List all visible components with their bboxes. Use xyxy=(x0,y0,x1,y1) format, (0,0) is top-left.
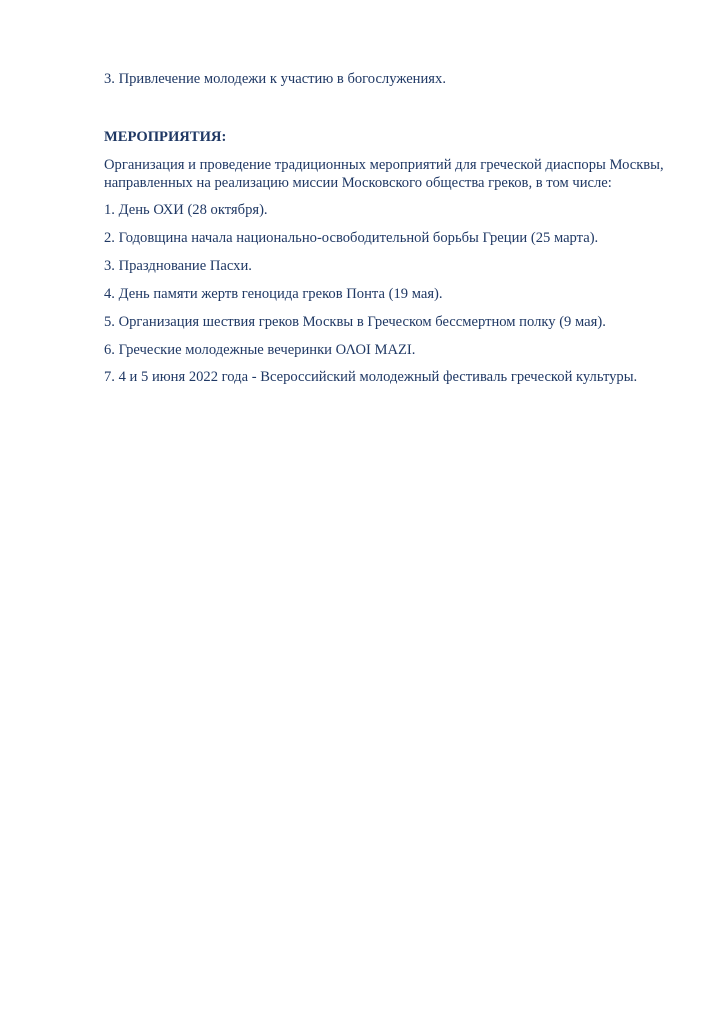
event-item-5: 5. Организация шествия греков Москвы в Греческом бессмертном полку (9 мая). xyxy=(104,314,606,330)
event-item-7: 7. 4 и 5 июня 2022 года - Всероссийский молодежный фестиваль греческой культуры. xyxy=(104,369,638,385)
event-item-4: 4. День памяти жертв геноцида греков Понта (19 мая). xyxy=(104,286,443,302)
intro-list-item: 3. Привлечение молодежи к участию в богослужениях. xyxy=(104,71,446,87)
event-item-3: 3. Празднование Пасхи. xyxy=(104,258,252,274)
events-intro-line-2: направленных на реализацию миссии Московского общества греков, в том числе: xyxy=(104,175,612,191)
event-item-6: 6. Греческие молодежные вечеринки ΟΛΟΙ MAZI. xyxy=(104,342,416,358)
event-item-1: 1. День ОХИ (28 октября). xyxy=(104,202,268,218)
event-item-2: 2. Годовщина начала национально-освободительной борьбы Греции (25 марта). xyxy=(104,230,599,246)
events-intro-line-1: Организация и проведение традиционных мероприятий для греческой диаспоры Москвы, xyxy=(104,157,664,173)
events-heading: МЕРОПРИЯТИЯ: xyxy=(104,129,227,145)
